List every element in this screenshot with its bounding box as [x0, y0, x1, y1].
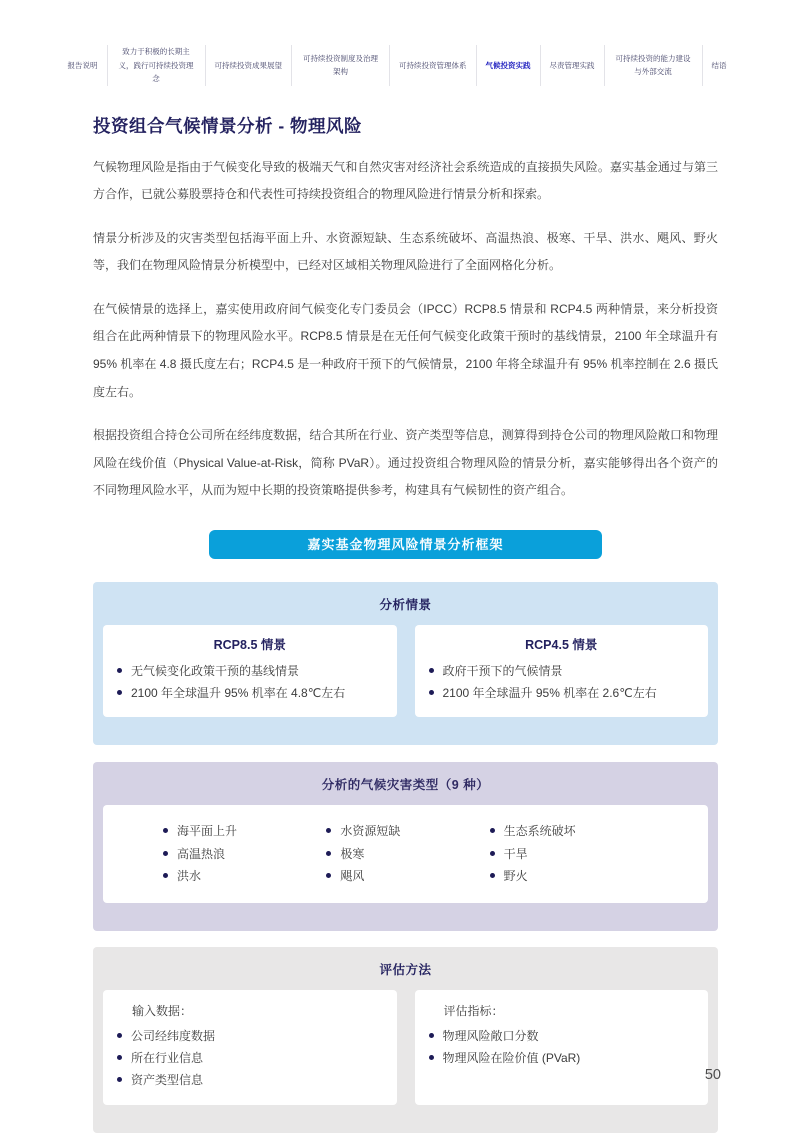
bullet-dot-icon: [326, 873, 331, 878]
section-disaster-types: [93, 762, 718, 931]
bullet-text: 高温热浪: [177, 846, 226, 861]
list-item: [490, 820, 653, 842]
section-title-scenarios: 分析情景: [379, 598, 432, 613]
nav-item-governance[interactable]: 可持续投资制度及治理架构: [291, 45, 389, 86]
nav-item-capacity-building[interactable]: 可持续投资的能力建设与外部交流: [604, 45, 702, 86]
bullet-dot-icon: [429, 1055, 434, 1060]
bullet-dot-icon: [429, 668, 434, 673]
bullet-text: 极寒: [340, 846, 365, 861]
nav-item-climate-investment[interactable]: 气候投资实践: [476, 45, 540, 86]
bullet-text: 2100 年全球温升 95% 机率在 2.6℃左右: [442, 686, 657, 701]
bullet-text: 物理风险在险价值 (PVaR): [442, 1051, 581, 1066]
bullet-text: 飓风: [340, 868, 365, 883]
list-item: [429, 1025, 695, 1047]
card-input-data: [103, 990, 397, 1105]
list-item: [117, 1069, 383, 1091]
section-title-methods: 评估方法: [379, 962, 432, 977]
list-item: [490, 865, 653, 887]
bullet-dot-icon: [490, 873, 495, 878]
page-title: 投资组合气候情景分析 - 物理风险: [93, 115, 363, 136]
bullet-text: 无气候变化政策干预的基线情景: [131, 664, 300, 679]
bullet-dot-icon: [163, 873, 168, 878]
nav-item-management-system[interactable]: 可持续投资管理体系: [389, 45, 476, 86]
bullet-dot-icon: [163, 851, 168, 856]
nav-item-investment-results[interactable]: 可持续投资成果展望: [205, 45, 292, 86]
nav-item-report-notes[interactable]: 报告说明: [67, 60, 98, 70]
top-nav: [0, 45, 794, 86]
paragraph-methodology: 根据投资组合持仓公司所在经纬度数据，结合其所在行业、资产类型等信息，测算得到持仓公司的物理风险敞口和物理风险在线价值（Physical Value-at-Risk，简称 PVaR）。通过投资组合物理风险的情景分析，嘉实能够得出各个资产的不同物理风险水平，从而为短中长期的投资策略提供参考，构建具有气候韧性的资产组合。: [93, 428, 718, 498]
bullet-dot-icon: [326, 828, 331, 833]
card-rcp85: [103, 625, 397, 717]
nav-item-stewardship[interactable]: 尽责管理实践: [540, 45, 604, 86]
list-item: [490, 843, 653, 865]
card-evaluation-indicators: [415, 990, 709, 1105]
list-item: [117, 660, 383, 682]
body-text: [93, 154, 718, 506]
bullet-text: 洪水: [177, 868, 202, 883]
bullet-text: 物理风险敞口分数: [442, 1028, 539, 1043]
bullet-text: 所在行业信息: [131, 1051, 204, 1066]
list-item: [326, 843, 489, 865]
nav-item-conclusion[interactable]: 结语: [702, 45, 736, 86]
card-header-input-data: 输入数据：: [132, 1003, 193, 1018]
bullet-dot-icon: [490, 851, 495, 856]
list-item: [429, 682, 695, 704]
paragraph-disaster-types: 情景分析涉及的灾害类型包括海平面上升、水资源短缺、生态系统破坏、高温热浪、极寒、干旱、洪水、飓风、野火等，我们在物理风险情景分析模型中，已经对区域相关物理风险进行了全面网格化分析。: [93, 230, 718, 273]
page-number: 50: [704, 1067, 721, 1083]
bullet-text: 政府干预下的气候情景: [442, 664, 563, 679]
bullet-text: 生态系统破坏: [503, 824, 576, 839]
section-title-disasters: 分析的气候灾害类型（9 种）: [321, 778, 490, 793]
paragraph-scenarios: 在气候情景的选择上，嘉实使用政府间气候变化专门委员会（IPCC）RCP8.5 情景和 RCP4.5 两种情景，来分析投资组合在此两种情景下的物理风险水平。RCP8.5 情景是在无任何气候变化政策干预时的基线情景，2100 年全球温升有 95% 机率在 4.8 摄氏度左右；RCP4.5 是一种政府干预下的气候情景，2100 年将全球温升有 95% 机率控制在 2.6 摄氏度左右。: [93, 301, 718, 399]
framework-banner: 嘉实基金物理风险情景分析框架: [209, 530, 602, 559]
bullet-text: 2100 年全球温升 95% 机率在 4.8℃左右: [131, 686, 346, 701]
bullet-dot-icon: [117, 1077, 122, 1082]
list-item: [117, 1047, 383, 1069]
bullet-dot-icon: [490, 828, 495, 833]
list-item: [117, 1025, 383, 1047]
bullet-dot-icon: [117, 1033, 122, 1038]
list-item: [326, 820, 489, 842]
bullet-text: 公司经纬度数据: [131, 1028, 216, 1043]
nav-item-long-termism[interactable]: 致力于积极的长期主义，践行可持续投资理念: [107, 45, 205, 86]
list-item: [163, 865, 326, 887]
list-item: [429, 660, 695, 682]
bullet-dot-icon: [117, 668, 122, 673]
list-item: [163, 820, 326, 842]
bullet-dot-icon: [326, 851, 331, 856]
card-rcp45: [415, 625, 709, 717]
bullet-text: 海平面上升: [177, 824, 238, 839]
card-header-indicators: 评估指标：: [443, 1003, 504, 1018]
bullet-text: 资产类型信息: [131, 1073, 204, 1088]
section-analysis-scenarios: [93, 582, 718, 745]
list-item: [117, 682, 383, 704]
list-item: [163, 843, 326, 865]
card-title-rcp85: RCP8.5 情景: [213, 638, 286, 653]
card-title-rcp45: RCP4.5 情景: [525, 638, 598, 653]
bullet-dot-icon: [163, 828, 168, 833]
list-item: [326, 865, 489, 887]
bullet-dot-icon: [429, 1033, 434, 1038]
bullet-text: 干旱: [503, 846, 528, 861]
paragraph-intro: 气候物理风险是指由于气候变化导致的极端天气和自然灾害对经济社会系统造成的直接损失风险。嘉实基金通过与第三方合作，已就公募股票持仓和代表性可持续投资组合的物理风险进行情景分析和探索。: [93, 159, 718, 202]
section-evaluation-method: [93, 947, 718, 1133]
bullet-dot-icon: [117, 690, 122, 695]
list-item: [429, 1047, 695, 1069]
bullet-dot-icon: [117, 1055, 122, 1060]
bullet-dot-icon: [429, 690, 434, 695]
card-disaster-list: [103, 805, 708, 903]
bullet-text: 野火: [503, 868, 528, 883]
page-content: [0, 113, 794, 1133]
bullet-text: 水资源短缺: [340, 824, 401, 839]
